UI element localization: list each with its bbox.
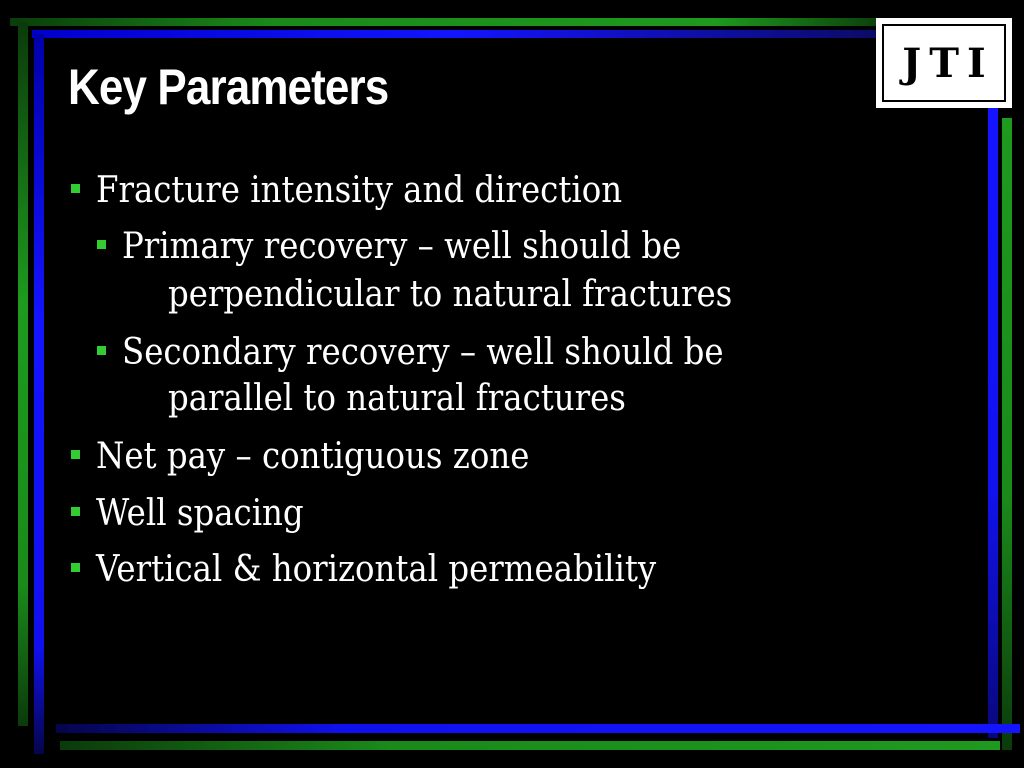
sub-bullet-continuation (168, 272, 795, 318)
bullet-marker-icon (71, 563, 80, 572)
sub-bullet-continuation (168, 376, 677, 422)
sub-bullet-marker-icon (97, 346, 106, 355)
sub-bullet-marker-icon (97, 240, 106, 249)
bullet-marker-icon (71, 507, 80, 516)
sub-bullet-item (122, 330, 790, 376)
bullet-item (96, 434, 578, 480)
sub-bullet-text: perpendicular to natural fractures (168, 274, 733, 315)
sub-bullet-text: Primary recovery – well should be (122, 226, 682, 267)
bullet-text: Vertical & horizontal permeability (96, 549, 657, 590)
slide-title: Key Parameters (68, 59, 389, 115)
logo-text: JTI (882, 24, 1006, 102)
sub-bullet-text: parallel to natural fractures (168, 378, 626, 419)
bullet-text: Net pay – contiguous zone (96, 436, 530, 477)
sub-bullet-item (122, 224, 743, 270)
bullet-item (96, 491, 327, 537)
bullet-item (96, 168, 681, 214)
bullet-text: Well spacing (96, 493, 304, 534)
bullet-marker-icon (71, 184, 80, 193)
bullet-marker-icon (71, 450, 80, 459)
bullet-item (96, 547, 718, 593)
sub-bullet-text: Secondary recovery – well should be (122, 332, 724, 373)
bullet-text: Fracture intensity and direction (96, 170, 623, 211)
